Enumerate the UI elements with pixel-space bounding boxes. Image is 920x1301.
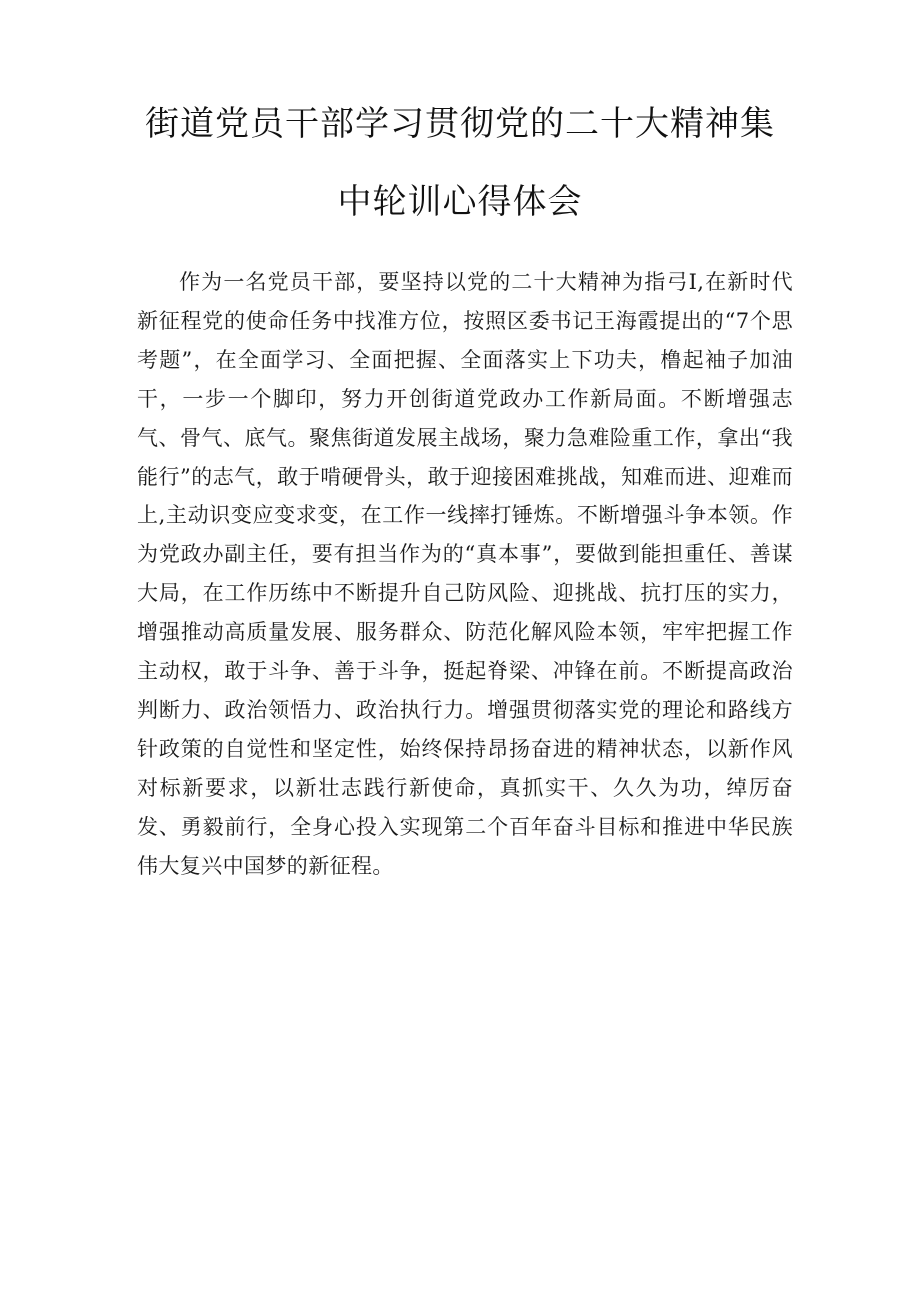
document-title-line-2: 中轮训心得体会: [337, 182, 583, 222]
document-body-paragraph: 作为一名党员干部，要坚持以党的二十大精神为指弓I,在新时代新征程党的使命任务中找准方位，按照区委书记王海霞提出的“7个思考题”，在全面学习、全面把握、全面落实上下功夫，橹起袖子加油干，一步一个脚印，努力开创街道党政办工作新局面。不断增强志气、骨气、底气。聚焦街道发展主战场，聚力急难险重工作，拿出“我能行”的志气，敢于啃硬骨头，敢于迎接困难挑战，知难而进、迎难而上,主动识变应变求变，在工作一线摔打锤炼。不断增强斗争本领。作为党政办副主任，要有担当作为的“真本事”，要做到能担重任、善谋大局，在工作历练中不断提升自己防风险、迎挑战、抗打压的实力，增强推动高质量发展、服务群众、防范化解风险本领，牢牢把握工作主动权，敢于斗争、善于斗争，挺起脊梁、冲锋在前。不断提高政治判断力、政治领悟力、政治执行力。增强贯彻落实党的理论和路线方针政策的自觉性和坚定性，始终保持昂扬奋进的精神状态，以新作风对标新要求，以新壮志践行新使命，真抓实干、久久为功，绰厉奋发、勇毅前行，全身心投入实现第二个百年奋斗目标和推进中华民族伟大复兴中国梦的新征程。: [137, 270, 793, 878]
document-title-line-1: 街道党员干部学习贯彻党的二十大精神集: [145, 104, 775, 144]
